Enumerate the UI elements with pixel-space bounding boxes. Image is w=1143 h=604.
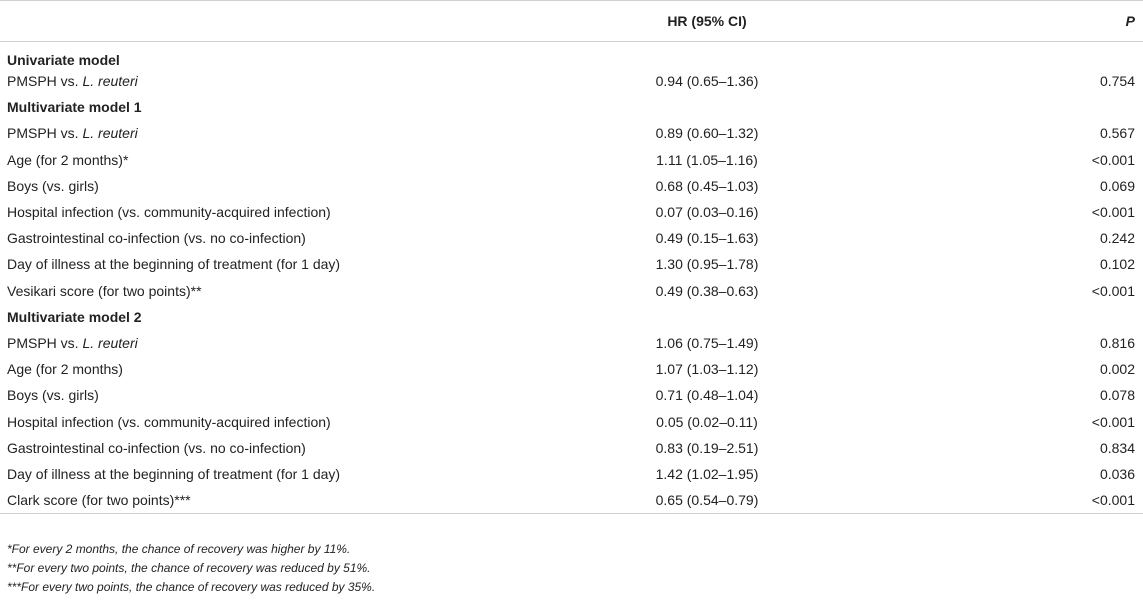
table-row xyxy=(0,461,1143,487)
row-hr xyxy=(627,199,907,225)
table-row xyxy=(0,487,1143,513)
row-label xyxy=(0,68,627,94)
section-row xyxy=(0,304,1143,330)
row-hr xyxy=(627,330,907,356)
section-p-empty xyxy=(907,94,1143,120)
row-p-value: 0.816 xyxy=(1099,334,1135,351)
row-hr-value: 0.89 (0.60–1.32) xyxy=(655,125,759,142)
row-p-value: 0.834 xyxy=(1099,439,1135,456)
header-p: P xyxy=(907,1,1143,42)
row-p-value: <0.001 xyxy=(1091,282,1135,299)
row-label-text: Clark score (for two points)*** xyxy=(7,491,191,508)
row-label-text: Gastrointestinal co-infection (vs. no co-infection) xyxy=(7,230,306,247)
row-label-text: Day of illness at the beginning of treatment (for 1 day) xyxy=(7,256,341,273)
table-body xyxy=(0,42,1143,514)
table-header xyxy=(0,1,1143,42)
row-hr-value: 0.68 (0.45–1.03) xyxy=(655,177,759,194)
row-label-text: PMSPH vs. xyxy=(7,334,83,351)
footnotes xyxy=(7,540,375,597)
row-label xyxy=(0,120,627,146)
section-label: Univariate model xyxy=(7,52,120,68)
header-row xyxy=(0,1,1143,42)
row-hr-value: 0.83 (0.19–2.51) xyxy=(655,439,759,456)
row-label-text: Hospital infection (vs. community-acquired infection) xyxy=(7,413,331,430)
section-row xyxy=(0,42,1143,69)
table-row xyxy=(0,251,1143,277)
row-label-text: Vesikari score (for two points)** xyxy=(7,282,202,299)
table-row xyxy=(0,147,1143,173)
row-hr xyxy=(627,435,907,461)
table-row xyxy=(0,199,1143,225)
row-hr xyxy=(627,68,907,94)
row-label-text: PMSPH vs. xyxy=(7,73,83,90)
row-hr xyxy=(627,278,907,304)
row-hr xyxy=(627,461,907,487)
row-label xyxy=(0,251,627,277)
section-row xyxy=(0,94,1143,120)
row-hr-value: 0.49 (0.15–1.63) xyxy=(655,230,759,247)
table-row xyxy=(0,120,1143,146)
row-hr xyxy=(627,120,907,146)
row-p-value: 0.069 xyxy=(1099,177,1135,194)
table-row xyxy=(0,173,1143,199)
table-row xyxy=(0,330,1143,356)
row-hr-value: 1.07 (1.03–1.12) xyxy=(655,361,759,378)
row-label xyxy=(0,435,627,461)
row-p-value: 0.036 xyxy=(1099,465,1135,482)
row-p-value: <0.001 xyxy=(1091,151,1135,168)
section-hr-empty xyxy=(627,304,907,330)
header-hr xyxy=(627,1,907,42)
footnote-1: *For every 2 months, the chance of recovery was higher by 11%. xyxy=(7,542,351,556)
row-label xyxy=(0,382,627,408)
row-hr-value: 1.42 (1.02–1.95) xyxy=(655,465,759,482)
table-row xyxy=(0,356,1143,382)
row-label-species: L. reuteri xyxy=(82,73,138,90)
row-label-text: Hospital infection (vs. community-acquired infection) xyxy=(7,204,331,221)
footnote-3: ***For every two points, the chance of recovery was reduced by 35%. xyxy=(7,580,376,594)
header-label xyxy=(0,1,627,42)
table-row xyxy=(0,68,1143,94)
row-p-value: <0.001 xyxy=(1091,204,1135,221)
section-hr-empty xyxy=(627,42,907,69)
row-label xyxy=(0,487,627,513)
row-hr-value: 0.71 (0.48–1.04) xyxy=(655,387,759,404)
section-hr-empty xyxy=(627,94,907,120)
row-label-text: PMSPH vs. xyxy=(7,125,83,142)
row-label-text: Age (for 2 months) xyxy=(7,361,123,378)
row-hr xyxy=(627,225,907,251)
footnote-2: **For every two points, the chance of recovery was reduced by 51%. xyxy=(7,561,371,575)
row-p-value: 0.754 xyxy=(1099,73,1135,90)
row-label xyxy=(0,330,627,356)
row-p-value: <0.001 xyxy=(907,487,1143,513)
row-label xyxy=(0,461,627,487)
row-label xyxy=(0,225,627,251)
table-row xyxy=(0,435,1143,461)
table-row xyxy=(0,278,1143,304)
row-label-text: Boys (vs. girls) xyxy=(7,177,99,194)
row-label xyxy=(0,408,627,434)
row-hr-value: 0.49 (0.38–0.63) xyxy=(655,282,759,299)
row-hr-value: 1.06 (0.75–1.49) xyxy=(655,334,759,351)
row-p-value: 0.242 xyxy=(1099,230,1135,247)
row-hr xyxy=(627,356,907,382)
row-hr xyxy=(627,408,907,434)
row-p-value: 0.102 xyxy=(1099,256,1135,273)
row-hr xyxy=(627,251,907,277)
row-hr-value: 0.94 (0.65–1.36) xyxy=(655,73,759,90)
section-p-empty xyxy=(907,304,1143,330)
row-p-value: <0.001 xyxy=(1091,413,1135,430)
table-row xyxy=(0,382,1143,408)
section-label: Multivariate model 2 xyxy=(7,308,142,325)
row-label-text: Boys (vs. girls) xyxy=(7,387,99,404)
row-hr xyxy=(627,382,907,408)
section-label: Multivariate model 1 xyxy=(7,99,142,116)
row-hr xyxy=(627,147,907,173)
row-hr xyxy=(627,487,907,513)
table-row xyxy=(0,408,1143,434)
row-label xyxy=(0,147,627,173)
row-label xyxy=(0,356,627,382)
row-label-text: Day of illness at the beginning of treatment (for 1 day) xyxy=(7,465,341,482)
row-label-text: Gastrointestinal co-infection (vs. no co-infection) xyxy=(7,439,306,456)
row-label-species: L. reuteri xyxy=(82,334,138,351)
row-label xyxy=(0,173,627,199)
row-label xyxy=(0,199,627,225)
section-p-empty xyxy=(907,42,1143,69)
row-p-value: 0.078 xyxy=(1099,387,1135,404)
row-p-value: 0.567 xyxy=(1099,125,1135,142)
row-hr-value: 0.07 (0.03–0.16) xyxy=(655,204,759,221)
row-label-text: Age (for 2 months)* xyxy=(7,151,129,168)
table-row xyxy=(0,225,1143,251)
row-hr-value: 1.30 (0.95–1.78) xyxy=(655,256,759,273)
row-label-species: L. reuteri xyxy=(82,125,138,142)
row-hr-value: 0.05 (0.02–0.11) xyxy=(656,413,758,430)
row-hr-value: 1.11 (1.05–1.16) xyxy=(656,151,758,168)
row-p-value: 0.002 xyxy=(1099,361,1135,378)
row-hr-value: 0.65 (0.54–0.79) xyxy=(655,491,759,508)
row-hr xyxy=(627,173,907,199)
row-label xyxy=(0,278,627,304)
header-hr-text: HR (95% CI) xyxy=(667,13,747,29)
